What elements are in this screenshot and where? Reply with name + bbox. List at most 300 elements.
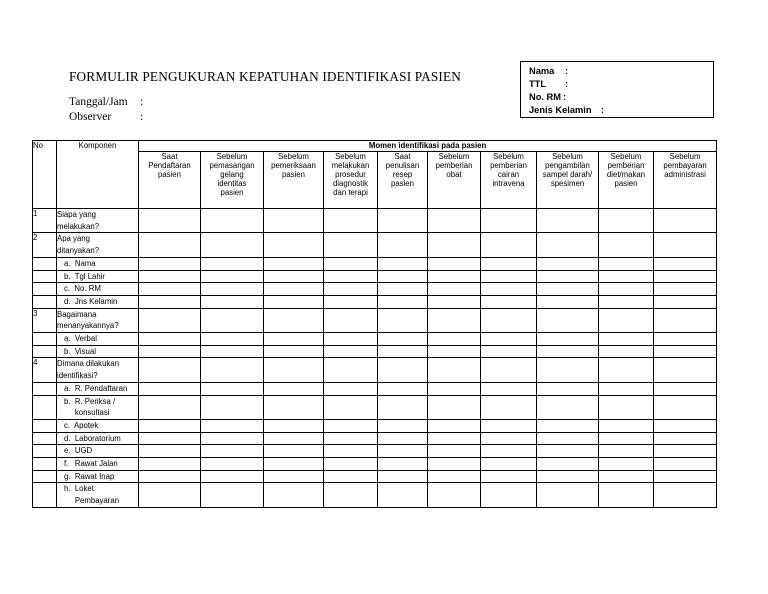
table-row	[33, 295, 717, 308]
patient-jenis-kelamin	[529, 105, 605, 115]
checklist-cell[interactable]	[139, 445, 201, 458]
checklist-cell[interactable]	[537, 395, 599, 419]
checklist-cell[interactable]	[428, 333, 481, 346]
momen-header-line: pasien	[282, 170, 305, 180]
checklist-cell[interactable]	[324, 470, 378, 483]
checklist-cell[interactable]	[264, 470, 324, 483]
checklist-cell[interactable]	[264, 483, 324, 507]
checklist-cell[interactable]	[537, 432, 599, 445]
checklist-cell[interactable]	[481, 283, 537, 296]
komponen-line: identifikasi?	[57, 371, 98, 381]
komponen-line: d. Laboratorium	[64, 433, 121, 443]
momen-caption: Momen identifikasi pada pasien	[139, 141, 717, 152]
checklist-cell[interactable]	[428, 395, 481, 419]
patient-no-rm	[529, 92, 567, 102]
checklist-cell[interactable]	[654, 333, 717, 346]
checklist-cell[interactable]	[599, 270, 654, 283]
checklist-cell[interactable]	[201, 270, 264, 283]
table-row	[33, 458, 717, 471]
komponen-line: b. Visual	[64, 346, 96, 356]
momen-header-line: pembayaran	[663, 161, 707, 171]
momen-header-line: prosedur	[335, 170, 366, 180]
momen-header-line: pasien	[220, 188, 244, 198]
checklist-cell[interactable]	[654, 283, 717, 296]
komponen-line: b. R. Periksa /	[64, 396, 116, 406]
row-number	[33, 270, 57, 283]
checklist-cell[interactable]	[139, 395, 201, 419]
checklist-cell[interactable]	[378, 209, 428, 233]
checklist-cell[interactable]	[264, 358, 324, 382]
checklist-cell[interactable]	[428, 270, 481, 283]
checklist-cell[interactable]	[201, 257, 264, 270]
checklist-cell[interactable]	[428, 382, 481, 395]
checklist-cell[interactable]	[324, 358, 378, 382]
patient-nama	[529, 66, 569, 76]
column-header-no: No	[33, 141, 57, 209]
checklist-cell[interactable]	[324, 295, 378, 308]
checklist-cell[interactable]	[481, 295, 537, 308]
checklist-cell[interactable]	[599, 283, 654, 296]
patient-identity-box	[520, 61, 714, 118]
checklist-cell[interactable]	[654, 295, 717, 308]
table-row	[33, 470, 717, 483]
momen-header-line: Sebelum	[278, 152, 309, 161]
row-number	[33, 345, 57, 358]
checklist-cell[interactable]	[537, 419, 599, 432]
momen-header-line: identitas	[217, 179, 247, 189]
checklist-cell[interactable]	[264, 445, 324, 458]
checklist-cell[interactable]	[324, 333, 378, 346]
momen-header-line: Sebelum	[216, 152, 248, 161]
komponen-line: melakukan?	[57, 221, 100, 231]
table-row	[33, 445, 717, 458]
checklist-cell[interactable]	[324, 458, 378, 471]
checklist-cell[interactable]	[264, 419, 324, 432]
checklist-cell[interactable]	[264, 458, 324, 471]
checklist-cell[interactable]	[378, 382, 428, 395]
checklist-cell[interactable]	[201, 470, 264, 483]
checklist-cell[interactable]	[378, 483, 428, 507]
checklist-cell[interactable]	[654, 382, 717, 395]
checklist-cell[interactable]	[654, 358, 717, 382]
checklist-cell[interactable]	[428, 233, 481, 257]
checklist-cell[interactable]	[481, 257, 537, 270]
checklist-cell[interactable]	[378, 345, 428, 358]
momen-header-line: administrasi	[664, 170, 706, 180]
momen-header-line: spesimen	[550, 179, 585, 189]
row-komponen	[57, 333, 139, 346]
row-komponen	[57, 382, 139, 395]
checklist-cell[interactable]	[264, 333, 324, 346]
checklist-cell[interactable]	[428, 432, 481, 445]
column-header-momen	[428, 152, 481, 209]
checklist-cell[interactable]	[599, 432, 654, 445]
momen-header-line: pemberian	[607, 161, 645, 171]
checklist-cell[interactable]	[201, 308, 264, 332]
checklist-cell[interactable]	[324, 209, 378, 233]
checklist-cell[interactable]	[481, 470, 537, 483]
checklist-cell[interactable]	[378, 432, 428, 445]
checklist-cell[interactable]	[428, 470, 481, 483]
checklist-cell[interactable]	[537, 233, 599, 257]
checklist-cell[interactable]	[201, 483, 264, 507]
checklist-cell[interactable]	[481, 270, 537, 283]
table-row	[33, 283, 717, 296]
checklist-cell[interactable]	[264, 345, 324, 358]
komponen-line: g. Rawat Inap	[64, 471, 115, 481]
momen-header-line: Sebelum	[493, 152, 524, 161]
momen-header-line: pemasangan	[209, 161, 255, 171]
momen-header-line: diagnostik	[332, 179, 369, 189]
checklist-cell[interactable]	[481, 345, 537, 358]
komponen-line: e. UGD	[64, 446, 93, 456]
checklist-cell[interactable]	[139, 458, 201, 471]
checklist-cell[interactable]	[481, 308, 537, 332]
checklist-cell[interactable]	[537, 333, 599, 346]
komponen-line: a. Verbal	[64, 334, 97, 344]
momen-header-line: pasien	[158, 170, 181, 180]
checklist-cell[interactable]	[537, 257, 599, 270]
checklist-cell[interactable]	[201, 382, 264, 395]
row-number	[33, 458, 57, 471]
checklist-cell[interactable]	[654, 257, 717, 270]
tanggal-jam-label: Tanggal/Jam	[69, 96, 128, 108]
checklist-cell[interactable]	[654, 345, 717, 358]
checklist-cell[interactable]	[264, 395, 324, 419]
row-number: 1	[33, 209, 57, 233]
row-komponen	[57, 233, 139, 257]
checklist-cell[interactable]	[201, 419, 264, 432]
column-header-momen	[481, 152, 537, 209]
checklist-cell[interactable]	[537, 358, 599, 382]
column-header-momen	[537, 152, 599, 209]
row-komponen	[57, 458, 139, 471]
checklist-cell[interactable]	[139, 308, 201, 332]
checklist-cell[interactable]	[139, 257, 201, 270]
checklist-cell[interactable]	[201, 333, 264, 346]
komponen-line: Pembayaran	[64, 496, 120, 506]
checklist-cell[interactable]	[378, 395, 428, 419]
row-number	[33, 395, 57, 419]
checklist-cell[interactable]	[537, 308, 599, 332]
patient-no-rm-label: No. RM	[529, 92, 562, 102]
checklist-cell[interactable]	[264, 209, 324, 233]
checklist-cell[interactable]	[654, 209, 717, 233]
checklist-cell[interactable]	[428, 358, 481, 382]
checklist-cell[interactable]	[654, 233, 717, 257]
checklist-cell[interactable]	[428, 419, 481, 432]
momen-header-line: sampel darah/	[542, 170, 593, 180]
checklist-cell[interactable]	[264, 295, 324, 308]
checklist-cell[interactable]	[428, 345, 481, 358]
komponen-line: b. Tgl Lahir	[64, 271, 106, 281]
patient-jenis-kelamin-colon: :	[601, 105, 605, 115]
row-number: 3	[33, 308, 57, 332]
row-number: 2	[33, 233, 57, 257]
checklist-cell[interactable]	[537, 458, 599, 471]
checklist-cell[interactable]	[201, 445, 264, 458]
momen-header-line: Sebelum	[552, 152, 583, 161]
momen-header-line: cairan	[497, 170, 520, 180]
checklist-cell[interactable]	[654, 395, 717, 419]
momen-header-line: diet/makan	[606, 170, 646, 180]
patient-nama-colon: :	[565, 66, 569, 76]
checklist-cell[interactable]	[378, 308, 428, 332]
checklist-cell[interactable]	[481, 458, 537, 471]
checklist-cell[interactable]	[537, 470, 599, 483]
checklist-cell[interactable]	[139, 382, 201, 395]
momen-header-line: obat	[446, 170, 462, 180]
checklist-cell[interactable]	[537, 382, 599, 395]
checklist-cell[interactable]	[264, 283, 324, 296]
column-header-momen	[264, 152, 324, 209]
momen-header-line: pemberian	[490, 161, 527, 171]
checklist-cell[interactable]	[537, 283, 599, 296]
momen-header-line: melakukan	[331, 161, 370, 171]
checklist-cell[interactable]	[324, 483, 378, 507]
checklist-cell[interactable]	[599, 382, 654, 395]
checklist-cell[interactable]	[599, 445, 654, 458]
komponen-line: f. Rawat Jalan	[64, 459, 118, 469]
checklist-cell[interactable]	[139, 233, 201, 257]
checklist-cell[interactable]	[139, 419, 201, 432]
checklist-cell[interactable]	[378, 283, 428, 296]
checklist-cell[interactable]	[599, 209, 654, 233]
checklist-cell[interactable]	[378, 470, 428, 483]
row-komponen	[57, 419, 139, 432]
checklist-cell[interactable]	[378, 458, 428, 471]
row-komponen	[57, 358, 139, 382]
checklist-cell[interactable]	[378, 295, 428, 308]
column-header-momen	[654, 152, 717, 209]
column-header-momen	[139, 152, 201, 209]
checklist-cell[interactable]	[324, 395, 378, 419]
checklist-cell[interactable]	[201, 209, 264, 233]
checklist-cell[interactable]	[428, 283, 481, 296]
checklist-cell[interactable]	[428, 308, 481, 332]
checklist-cell[interactable]	[599, 419, 654, 432]
checklist-cell[interactable]	[428, 209, 481, 233]
tanggal-jam-field	[69, 96, 144, 108]
checklist-cell[interactable]	[324, 270, 378, 283]
table-row	[33, 382, 717, 395]
checklist-cell[interactable]	[599, 470, 654, 483]
row-komponen	[57, 432, 139, 445]
checklist-cell[interactable]	[201, 295, 264, 308]
checklist-cell[interactable]	[139, 470, 201, 483]
row-number	[33, 483, 57, 507]
checklist-cell[interactable]	[428, 458, 481, 471]
patient-nama-label: Nama	[529, 66, 555, 76]
table-row	[33, 483, 717, 507]
checklist-cell[interactable]	[599, 308, 654, 332]
table-row	[33, 395, 717, 419]
momen-header-line: Sebelum	[669, 152, 701, 161]
table-row	[33, 308, 717, 332]
checklist-cell[interactable]	[654, 432, 717, 445]
momen-header-line: intravena	[492, 179, 525, 189]
momen-header-line: pasien	[391, 179, 414, 189]
table-row	[33, 358, 717, 382]
row-number	[33, 283, 57, 296]
checklist-cell[interactable]	[481, 445, 537, 458]
checklist-cell[interactable]	[139, 295, 201, 308]
momen-header-line: Pendaftaran	[148, 161, 191, 171]
checklist-cell[interactable]	[264, 382, 324, 395]
checklist-cell[interactable]	[264, 308, 324, 332]
checklist-cell[interactable]	[139, 345, 201, 358]
checklist-cell[interactable]	[201, 345, 264, 358]
checklist-cell[interactable]	[324, 233, 378, 257]
checklist-cell[interactable]	[378, 270, 428, 283]
observer-colon: :	[140, 111, 144, 123]
komponen-line: c. Apotek	[64, 420, 99, 430]
komponen-line: menanyakannya?	[57, 321, 119, 331]
momen-header-line: Saat	[394, 152, 411, 161]
checklist-cell[interactable]	[537, 483, 599, 507]
checklist-cell[interactable]	[201, 395, 264, 419]
checklist-cell[interactable]	[481, 233, 537, 257]
checklist-cell[interactable]	[378, 445, 428, 458]
checklist-cell[interactable]	[201, 283, 264, 296]
row-komponen	[57, 295, 139, 308]
checklist-cell[interactable]	[654, 458, 717, 471]
komponen-line: Siapa yang	[57, 210, 97, 219]
checklist-cell[interactable]	[428, 483, 481, 507]
checklist-cell[interactable]	[428, 445, 481, 458]
checklist-cell[interactable]	[139, 270, 201, 283]
checklist-cell[interactable]	[599, 333, 654, 346]
checklist-cell[interactable]	[599, 257, 654, 270]
checklist-cell[interactable]	[324, 445, 378, 458]
checklist-cell[interactable]	[654, 270, 717, 283]
checklist-cell[interactable]	[428, 295, 481, 308]
checklist-cell[interactable]	[201, 358, 264, 382]
row-number	[33, 257, 57, 270]
table-body	[33, 209, 717, 508]
checklist-cell[interactable]	[139, 333, 201, 346]
checklist-cell[interactable]	[537, 345, 599, 358]
patient-no-rm-colon: :	[563, 92, 567, 102]
column-header-komponen: Komponen	[57, 141, 139, 209]
table-row	[33, 345, 717, 358]
checklist-cell[interactable]	[139, 432, 201, 445]
checklist-cell[interactable]	[599, 483, 654, 507]
checklist-cell[interactable]	[139, 483, 201, 507]
checklist-cell[interactable]	[201, 458, 264, 471]
checklist-cell[interactable]	[264, 257, 324, 270]
checklist-cell[interactable]	[599, 395, 654, 419]
patient-ttl	[529, 79, 569, 89]
momen-header-line: penulisan	[385, 161, 420, 171]
checklist-cell[interactable]	[324, 257, 378, 270]
checklist-cell[interactable]	[654, 419, 717, 432]
momen-header-line: pasien	[614, 179, 638, 189]
table-row	[33, 270, 717, 283]
checklist-cell[interactable]	[378, 233, 428, 257]
observer-field	[69, 111, 144, 123]
checklist-cell[interactable]	[654, 483, 717, 507]
checklist-cell[interactable]	[324, 382, 378, 395]
checklist-cell[interactable]	[537, 209, 599, 233]
table-row	[33, 257, 717, 270]
patient-ttl-colon: :	[565, 79, 569, 89]
checklist-cell[interactable]	[201, 233, 264, 257]
form-title: FORMULIR PENGUKURAN KEPATUHAN IDENTIFIKASI PASIEN	[69, 69, 462, 84]
checklist-cell[interactable]	[378, 358, 428, 382]
checklist-cell[interactable]	[378, 333, 428, 346]
komponen-line: Dimana dilakukan	[57, 359, 119, 369]
checklist-cell[interactable]	[481, 483, 537, 507]
checklist-cell[interactable]	[481, 382, 537, 395]
checklist-cell[interactable]	[481, 395, 537, 419]
checklist-cell[interactable]	[654, 470, 717, 483]
checklist-cell[interactable]	[481, 358, 537, 382]
checklist-cell[interactable]	[599, 233, 654, 257]
checklist-cell[interactable]	[537, 270, 599, 283]
checklist-cell[interactable]	[324, 432, 378, 445]
row-komponen	[57, 395, 139, 419]
checklist-cell[interactable]	[599, 345, 654, 358]
checklist-cell[interactable]	[378, 419, 428, 432]
checklist-cell[interactable]	[324, 419, 378, 432]
checklist-cell[interactable]	[139, 209, 201, 233]
checklist-cell[interactable]	[481, 209, 537, 233]
row-number	[33, 295, 57, 308]
checklist-cell[interactable]	[324, 283, 378, 296]
checklist-cell[interactable]	[139, 283, 201, 296]
checklist-cell[interactable]	[324, 308, 378, 332]
checklist-cell[interactable]	[599, 358, 654, 382]
komponen-line: konsultasi	[64, 408, 110, 418]
observation-table	[32, 140, 717, 508]
row-number: 4	[33, 358, 57, 382]
checklist-cell[interactable]	[324, 345, 378, 358]
komponen-line: Apa yang	[57, 234, 90, 244]
table-row	[33, 209, 717, 233]
momen-header-line: Sebelum	[438, 152, 470, 161]
checklist-cell[interactable]	[139, 358, 201, 382]
row-komponen	[57, 345, 139, 358]
patient-ttl-label: TTL	[529, 79, 547, 89]
momen-header-line: resep	[392, 170, 413, 180]
checklist-cell[interactable]	[481, 419, 537, 432]
checklist-cell[interactable]	[481, 432, 537, 445]
checklist-cell[interactable]	[428, 257, 481, 270]
checklist-cell[interactable]	[264, 270, 324, 283]
komponen-line: a. R. Pendaftaran	[64, 383, 128, 393]
checklist-cell[interactable]	[599, 458, 654, 471]
checklist-cell[interactable]	[378, 257, 428, 270]
momen-header-line: pengambilan	[545, 161, 590, 171]
row-number	[33, 470, 57, 483]
checklist-cell[interactable]	[264, 233, 324, 257]
checklist-cell[interactable]	[537, 295, 599, 308]
table-row	[33, 333, 717, 346]
checklist-cell[interactable]	[201, 432, 264, 445]
checklist-cell[interactable]	[481, 333, 537, 346]
checklist-cell[interactable]	[264, 432, 324, 445]
row-number	[33, 432, 57, 445]
observer-label: Observer	[69, 111, 112, 123]
checklist-cell[interactable]	[599, 295, 654, 308]
checklist-cell[interactable]	[537, 445, 599, 458]
checklist-cell[interactable]	[654, 445, 717, 458]
checklist-cell[interactable]	[654, 308, 717, 332]
row-komponen	[57, 483, 139, 507]
komponen-line: a. Nama	[64, 258, 96, 268]
row-komponen	[57, 308, 139, 332]
